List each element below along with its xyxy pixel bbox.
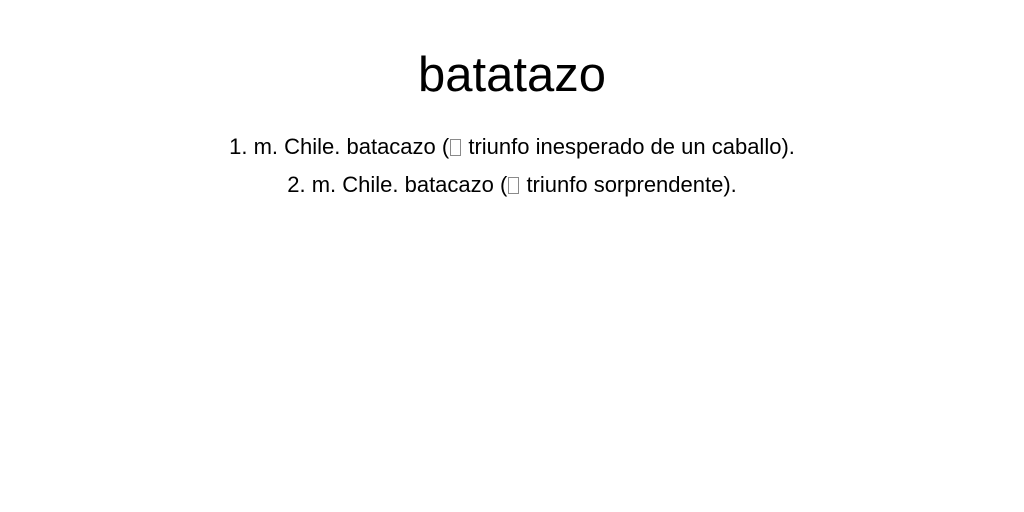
sense-number: 1. xyxy=(229,134,248,159)
sense-text-before: m. Chile. batacazo ( xyxy=(311,172,508,197)
sense-list xyxy=(0,128,1024,204)
sense-text-before: m. Chile. batacazo ( xyxy=(253,134,450,159)
sense-item-2 xyxy=(0,166,1024,204)
sense-item-1 xyxy=(0,128,1024,166)
sense-text-after: triunfo inesperado de un caballo). xyxy=(462,134,795,159)
sense-number: 2. xyxy=(287,172,306,197)
missing-glyph-icon xyxy=(450,139,461,156)
entry-headword: batatazo xyxy=(418,48,606,102)
sense-text-after: triunfo sorprendente). xyxy=(520,172,737,197)
missing-glyph-icon xyxy=(508,177,519,194)
